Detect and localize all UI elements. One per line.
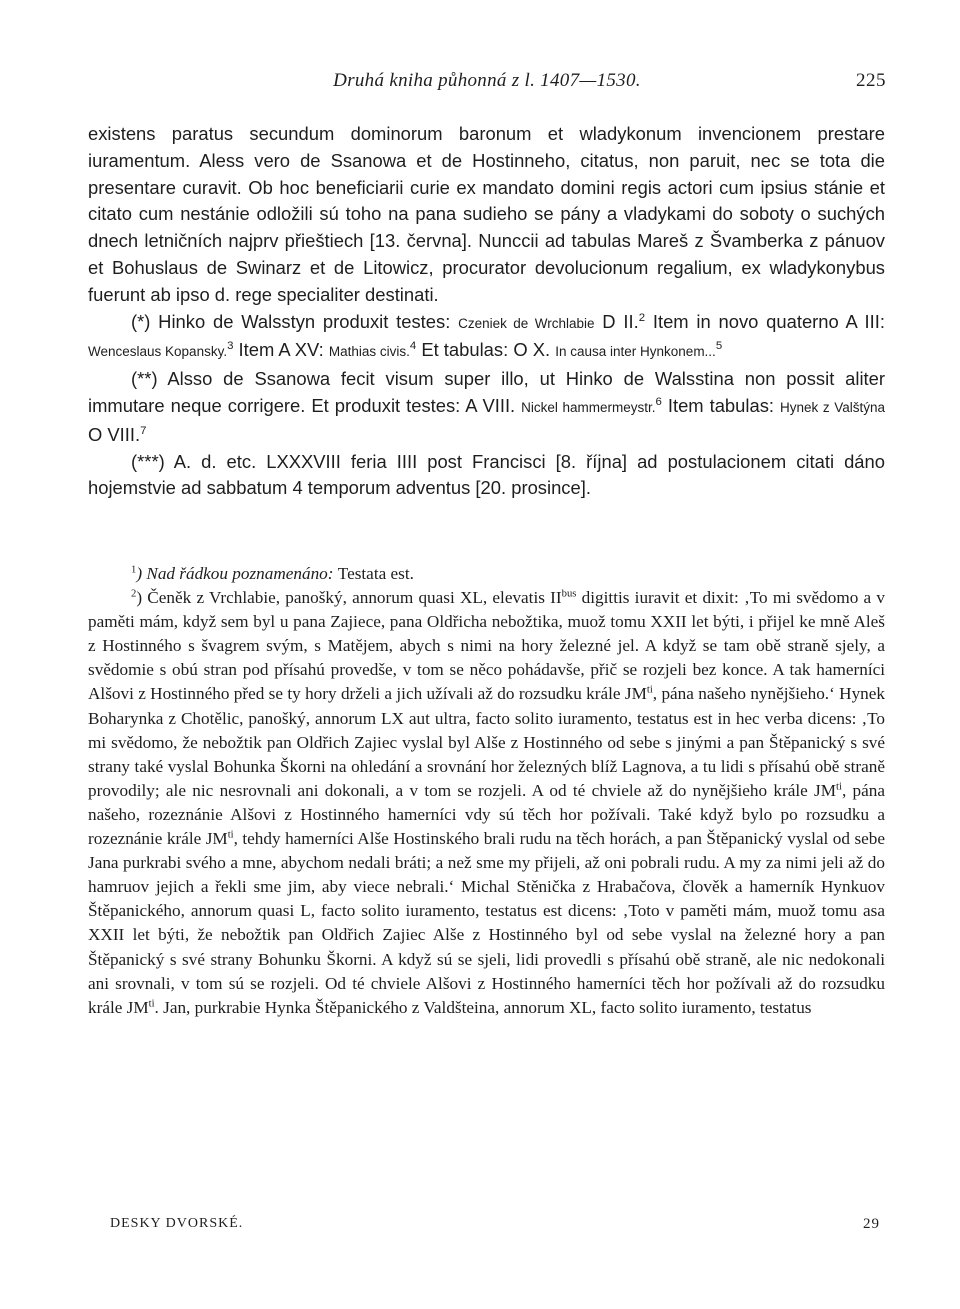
footnote-ref: 4 [409, 340, 417, 353]
text-run: Item tabulas: [661, 394, 780, 416]
footnote-text: digittis iuravit et dixit: ‚To mi svědomo a v paměti mám, když sem byl u pana Zajiece, pana Oldřicha nebožtika, muož tomu XXII let býti, i přijel ke mně Aleš z Hostinného s švagrem svým, s Matějem, abych s nimi na hory železné jel. A když se tam obě straně sjely, a svědomie s obú stran pod přísahú provedše, v tom se něco pohádavše, přič se rozjeli bez konce. A tak hamerníci Alšovi z Hostinného před se ty hory drželi a jich užívali až do rozsudku krále JM [88, 588, 885, 704]
footnote-text: , pána našeho, rozeznánie Alšovi z Hostinného hamerníci vdy sú těch hor požívali. Také když bylo po rozsudku a rozeznánie krále JM [88, 780, 885, 849]
text-run: (*) Hinko de Walsstyn produxit testes: [131, 310, 459, 332]
text-run: O VIII. [88, 423, 141, 445]
main-text [88, 121, 885, 502]
superscript: ti [646, 684, 653, 696]
page-footer [110, 1216, 880, 1232]
superscript: ti [227, 829, 234, 841]
footnote-ref: 2 [638, 311, 646, 324]
paragraph-1: existens paratus secundum dominorum baronum et wladykonum invencionem prestare iuramentum. Aless vero de Ssanowa et de Hostinneho, citatus, non paruit, nec se tota die presentare curavit. Ob hoc beneficiarii curie ex mandato domini regis actori cum ipsius stánie et citato cum nestánie odložili sú toho na pana sudieho se pány a vladykami do soboty o suchých dnech letničních najprv přieštiech [13. června]. Nunccii ad tabulas Mareš z Švamberka z pánuov et Bohuslaus de Swinarz et de Litowicz, procurator devolucionum regalium, ex wladykonybus fuerunt ab ipso d. rege specialiter destinati. [88, 123, 885, 305]
text-run: (**) Alsso de Ssanowa fecit visum super illo, ut Hinko de Walsstina non possit aliter immutare neque corrigere. Et produxit testes: A VIII. [88, 368, 885, 416]
paragraph-4: (***) A. d. etc. LXXXVIII feria IIII post Francisci [8. října] ad postulacionem citati dáno hojemstvie ad sabbatum 4 temporum adventus [20. prosince]. [88, 450, 885, 499]
footnote-text: , tehdy hamerníci Alše Hostinského brali rudu na těch horách, a pan Štěpanický vyslal od sebe Jana purkrabi svého a mne, abychom nedali bráti; a než sme my přijeli, až oni pobrali rudu. A my za nimi jeli až do hamruov jejich a řekli sme jim, aby viece nebrali.‘ Michal Stěnička z Hrabačova, člověk a hamerník Hynkuov Štěpanického, annorum quasi L, facto solito iuramento, testatus est dicens: ‚Toto v paměti mám, muož tomu asa XXII let býti, že nebožtik pan Oldřich Zajiec Alše z Hostinného byl od sebe vyslal na železné hory a pan Štěpanický s své strany Bohunku Škorni. A když sú se sjeli, lidi provedli s přísahú obě straně, ale nic nedokonali ani srovnali, v tom sú se rozjeli. Od té chviele Alšovi z Hostinného hamerníci těch hor požívali až do rozsudku krále JM [88, 829, 885, 1017]
footnote-number: 1 [131, 564, 137, 576]
quire-reference: II. [623, 310, 639, 332]
footnote-text: ) Čeněk z Vrchlabie, panošký, annorum quasi XL, elevatis II [136, 588, 562, 608]
witness-name: Wenceslaus Kopansky. [88, 344, 228, 360]
footnote-note: ) Nad řádkou poznamenáno: [136, 564, 338, 583]
signature-mark: DESKY DVORSKÉ. [110, 1216, 244, 1231]
paragraph-2 [88, 309, 885, 367]
witness-name: Hynek z Valštýna [779, 399, 885, 415]
witness-name: Czeniek de Wrchlabie [458, 315, 595, 331]
witness-name: Nickel hammermeystr. [521, 399, 656, 415]
superscript: ti [836, 781, 842, 793]
witness-name: In causa inter Hynkonem... [555, 344, 716, 360]
superscript: bus [561, 588, 577, 600]
footnote-number: 2 [131, 588, 137, 600]
text-run: Item A XV: [233, 339, 329, 361]
footnote-ref: 7 [140, 424, 147, 437]
footnote-text: , pána našeho nynějšieho.‘ Hynek Boharynka z Chotělic, panošký, annorum LX aut ultra, facto solito iuramento, testatus est in hec verba dicens: ‚To mi svědomo, že nebožtik pan Oldřich Zajiec vyslal byl Alše z Hostinného od sebe s jinými a pan Štěpanický s své strany také vyslal Bohunka Škorni na ohledání a srovnání hor železných blíž Lagnova, a tu lidi s přísahú obě straně provodily; ale nic nesrovnali ani dokonali, a v tom se rozjeli. A od té chviele až do nynějšieho krále JM [88, 684, 885, 800]
footnote-text: Testata est. [337, 564, 414, 583]
page-number: 225 [856, 70, 886, 91]
footnote-ref: 6 [655, 395, 662, 408]
footnote-text: . Jan, purkrabie Hynka Štěpanického z Valdšteina, annorum XL, facto solito iuramento, testatus [154, 997, 812, 1017]
running-title: Druhá kniha půhonná z l. 1407—1530. [333, 70, 641, 91]
footnote-ref: 3 [227, 340, 234, 353]
text-run: Item in novo quaterno A III: [645, 310, 885, 332]
witness-name: Mathias civis. [328, 344, 410, 360]
footnote-2 [88, 586, 885, 1020]
paragraph-3 [88, 366, 885, 448]
superscript: ti [148, 997, 155, 1009]
sheet-number: 29 [863, 1216, 880, 1232]
footnote-ref: 5 [715, 340, 723, 353]
running-header [88, 70, 886, 100]
text-run: D [594, 310, 624, 332]
footnotes [88, 562, 885, 1020]
footnote-1 [88, 562, 885, 586]
text-run: Et tabulas: O X. [416, 339, 556, 361]
